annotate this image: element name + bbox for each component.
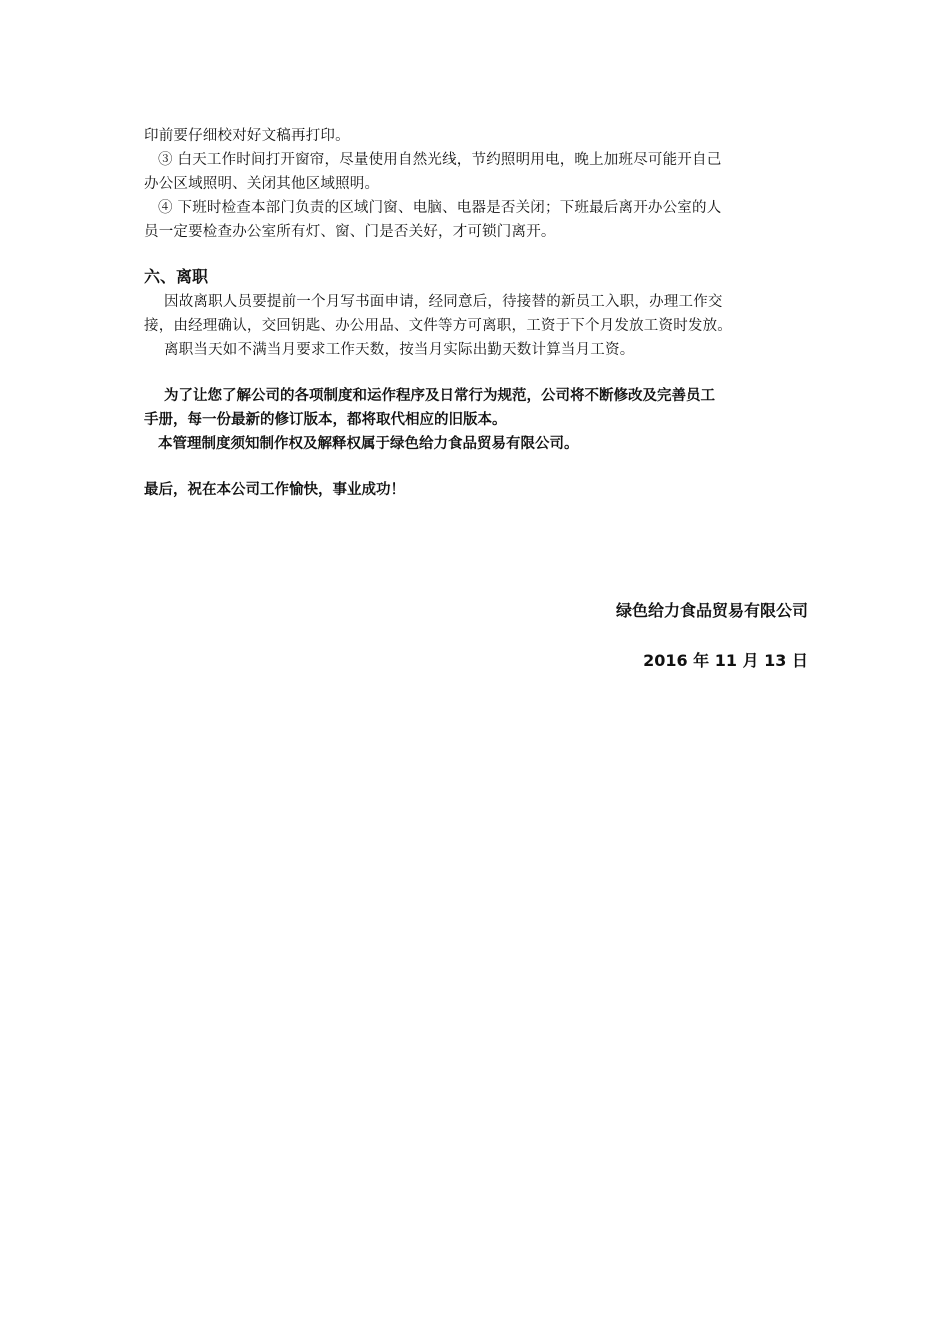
text-line: 接，由经理确认，交回钥匙、办公用品、文件等方可离职，工资于下个月发放工资时发放。: [144, 318, 732, 334]
text-line: 员一定要检查办公室所有灯、窗、门是否关好，才可锁门离开。: [144, 224, 556, 240]
signature-date: 2016 年 11 月 13 日: [643, 651, 808, 670]
text-line: 因故离职人员要提前一个月写书面申请，经同意后，待接替的新员工入职，办理工作交: [164, 294, 723, 310]
document-body: [144, 124, 808, 502]
text-line: 印前要仔细校对好文稿再打印。: [144, 128, 350, 144]
section-heading-resignation: 六、离职: [144, 267, 209, 286]
text-line: 办公区域照明、关闭其他区域照明。: [144, 176, 380, 192]
text-line: 离职当天如不满当月要求工作天数，按当月实际出勤天数计算当月工资。: [164, 342, 635, 358]
signature-company: 绿色给力食品贸易有限公司: [615, 601, 808, 620]
closing-paragraph-line: 为了让您了解公司的各项制度和运作程序及日常行为规范，公司将不断修改及完善员工: [164, 388, 715, 404]
closing-paragraph-line: 本管理制度须知制作权及解释权属于绿色给力食品贸易有限公司。: [158, 436, 579, 452]
list-item-4: ④ 下班时检查本部门负责的区域门窗、电脑、电器是否关闭；下班最后离开办公室的人: [158, 200, 722, 216]
list-item-3: ③ 白天工作时间打开窗帘，尽量使用自然光线，节约照明用电，晚上加班尽可能开自己: [158, 152, 722, 168]
closing-wish: 最后，祝在本公司工作愉快，事业成功！: [144, 482, 405, 498]
closing-paragraph-line: 手册，每一份最新的修订版本，都将取代相应的旧版本。: [144, 412, 507, 428]
